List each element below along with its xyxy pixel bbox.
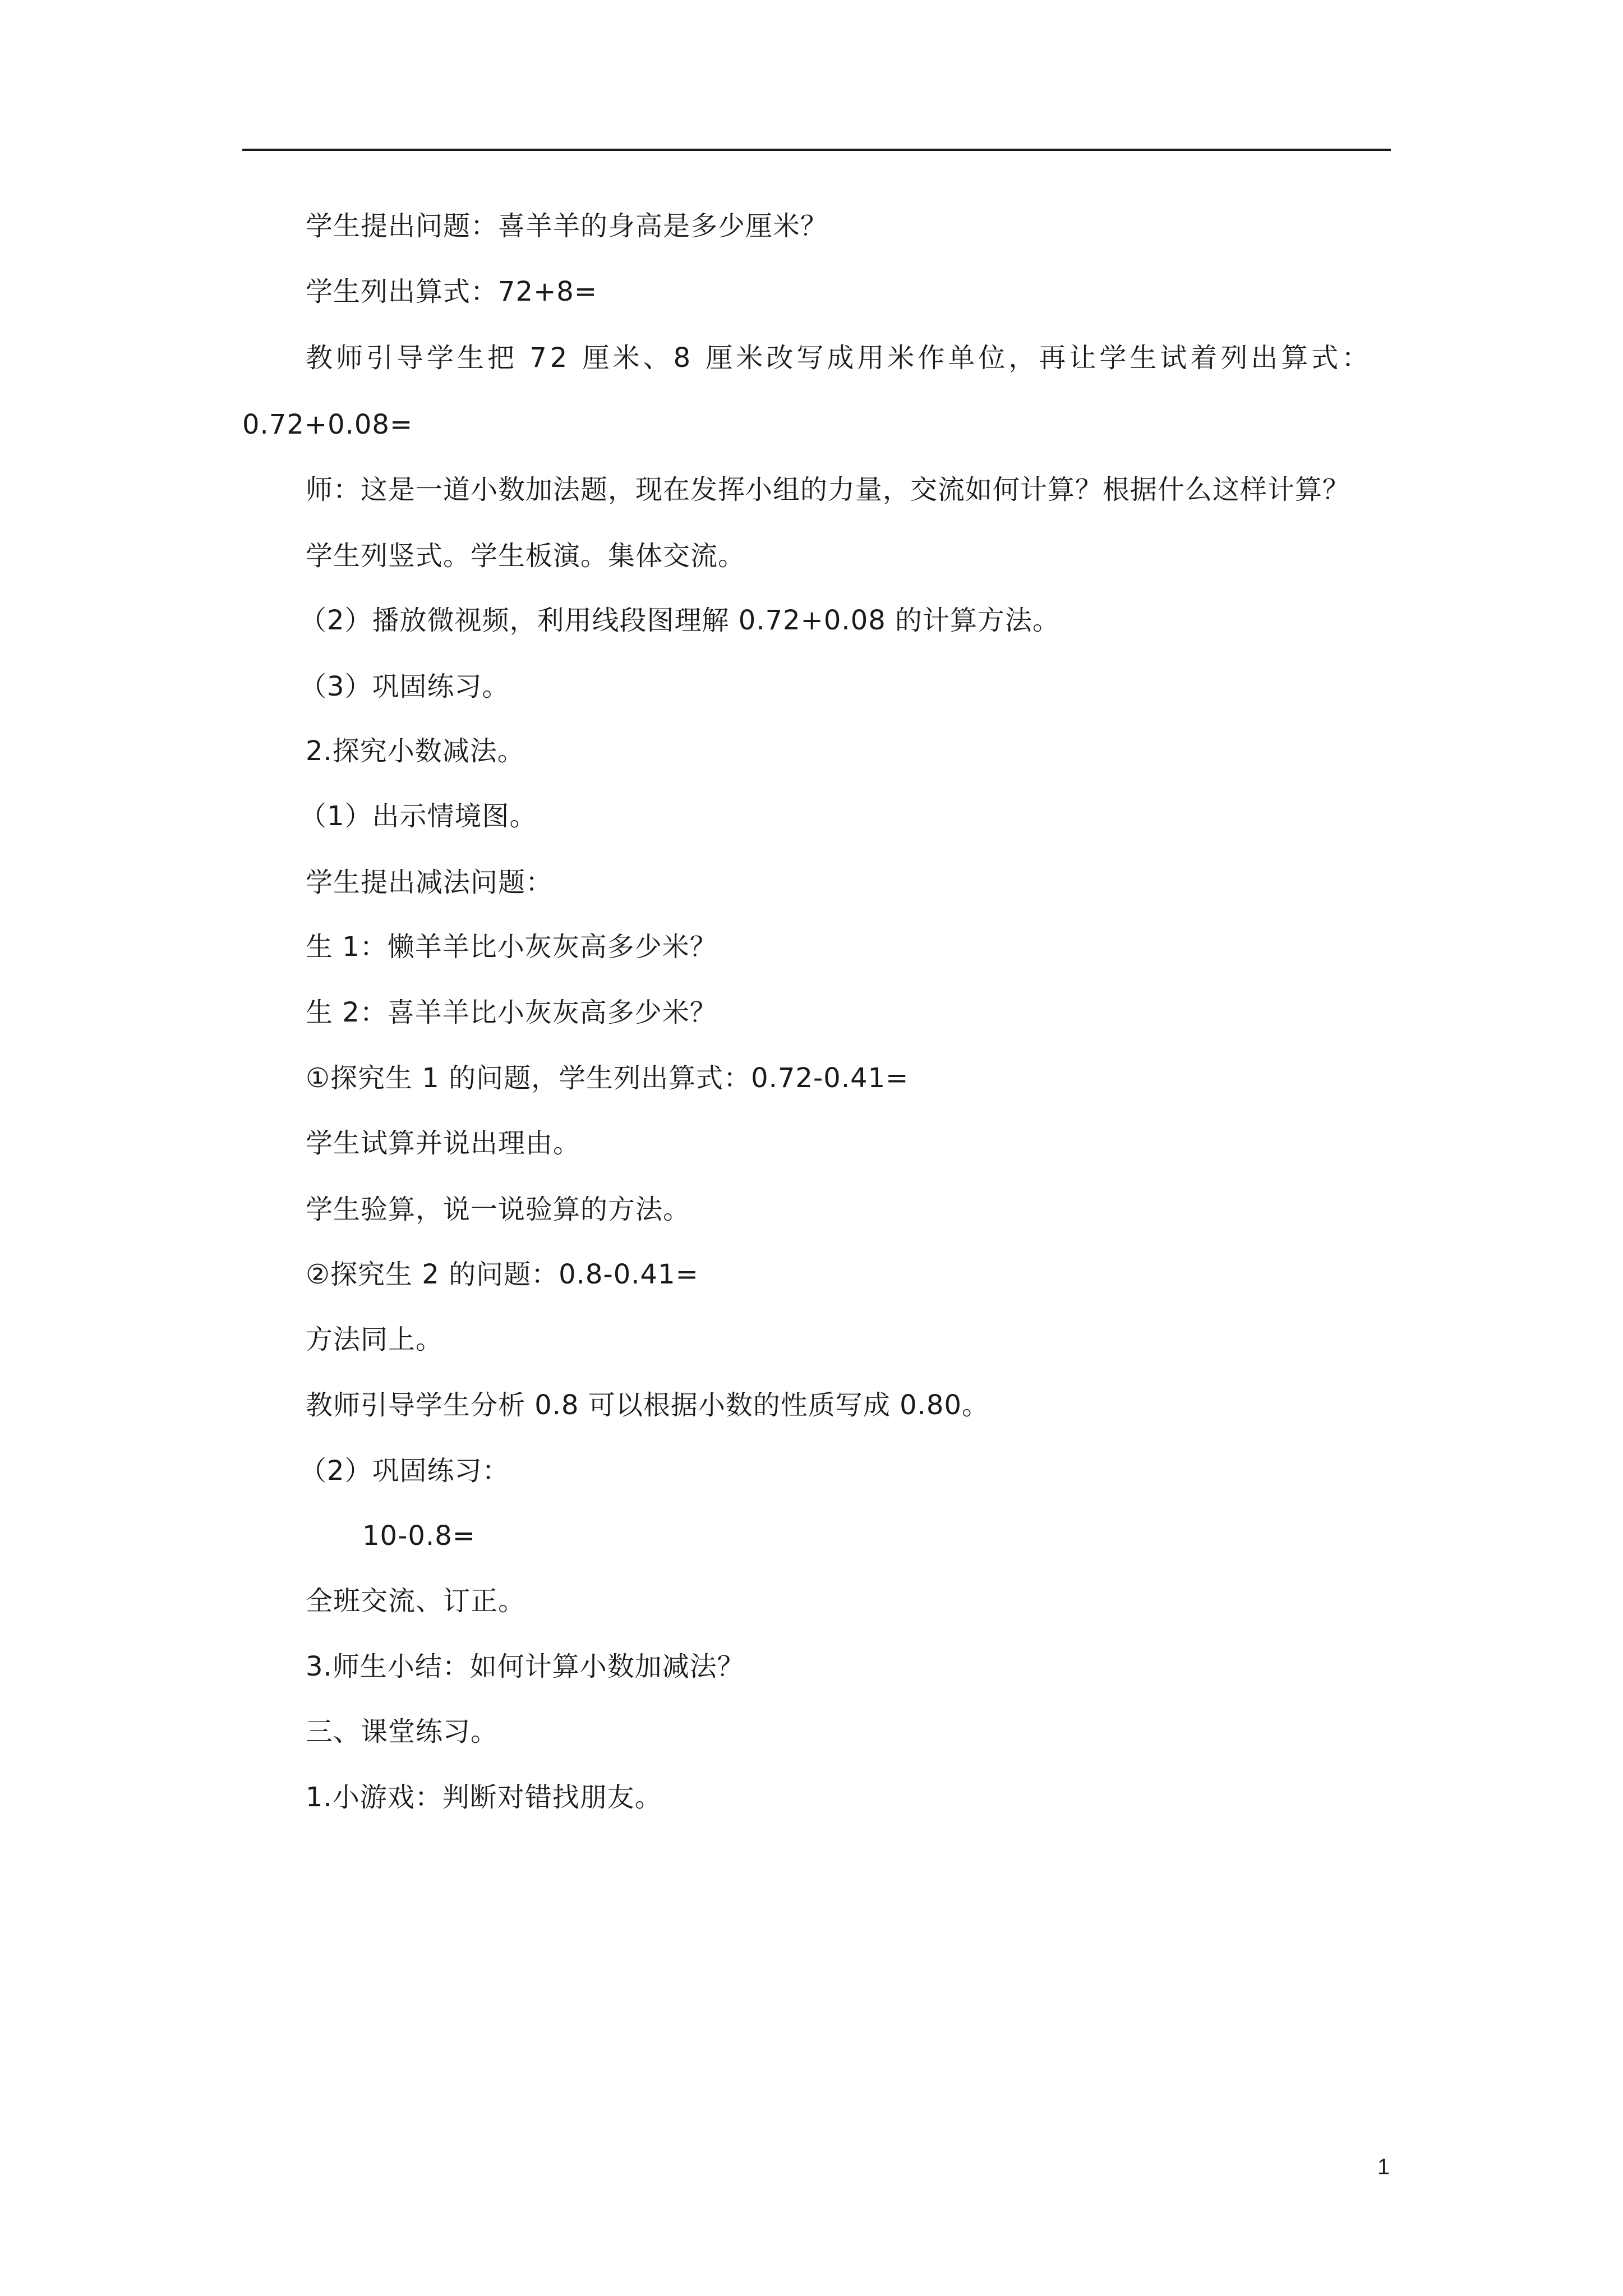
paragraph-line: 方法同上。 xyxy=(306,1324,444,1355)
paragraph-line: 生 1：懒羊羊比小灰灰高多少米？ xyxy=(306,931,717,963)
paragraph-line: （1）出示情境图。 xyxy=(299,800,537,832)
paragraph-line: 学生列竖式。学生板演。集体交流。 xyxy=(306,540,746,572)
paragraph-line: 学生列出算式：72+8= xyxy=(306,276,598,307)
paragraph-line: 学生验算，说一说验算的方法。 xyxy=(306,1194,691,1225)
header-rule xyxy=(242,149,1391,151)
paragraph-line: 0.72+0.08= xyxy=(242,409,413,440)
paragraph-line: 教师引导学生把 72 厘米、8 厘米改写成用米作单位，再让学生试着列出算式： xyxy=(306,342,1372,374)
paragraph-line: 三、课堂练习。 xyxy=(306,1716,499,1747)
paragraph-line: 生 2：喜羊羊比小灰灰高多少米？ xyxy=(306,997,717,1028)
paragraph-line: 教师引导学生分析 0.8 可以根据小数的性质写成 0.80。 xyxy=(306,1389,989,1421)
paragraph-line: ①探究生 1 的问题，学生列出算式：0.72-0.41= xyxy=(306,1062,909,1094)
paragraph-line: 全班交流、订正。 xyxy=(306,1585,526,1617)
paragraph-line: 1.小游戏：判断对错找朋友。 xyxy=(306,1782,662,1813)
page-number: 1 xyxy=(1377,2155,1390,2179)
paragraph-line: 2.探究小数减法。 xyxy=(306,735,525,767)
paragraph-line: （3）巩固练习。 xyxy=(299,671,510,702)
paragraph-line: 3.师生小结：如何计算小数加减法？ xyxy=(306,1651,745,1682)
paragraph-line: 10-0.8= xyxy=(362,1520,476,1552)
paragraph-line: （2）播放微视频，利用线段图理解 0.72+0.08 的计算方法。 xyxy=(299,605,1061,636)
paragraph-line: 学生试算并说出理由。 xyxy=(306,1128,581,1159)
paragraph-line: 师：这是一道小数加法题，现在发挥小组的力量，交流如何计算？根据什么这样计算？ xyxy=(306,474,1350,505)
paragraph-line: ②探究生 2 的问题：0.8-0.41= xyxy=(306,1259,699,1290)
paragraph-line: （2）巩固练习： xyxy=(299,1455,510,1487)
paragraph-line: 学生提出减法问题： xyxy=(306,867,554,898)
paragraph-line: 学生提出问题：喜羊羊的身高是多少厘米？ xyxy=(306,210,828,242)
